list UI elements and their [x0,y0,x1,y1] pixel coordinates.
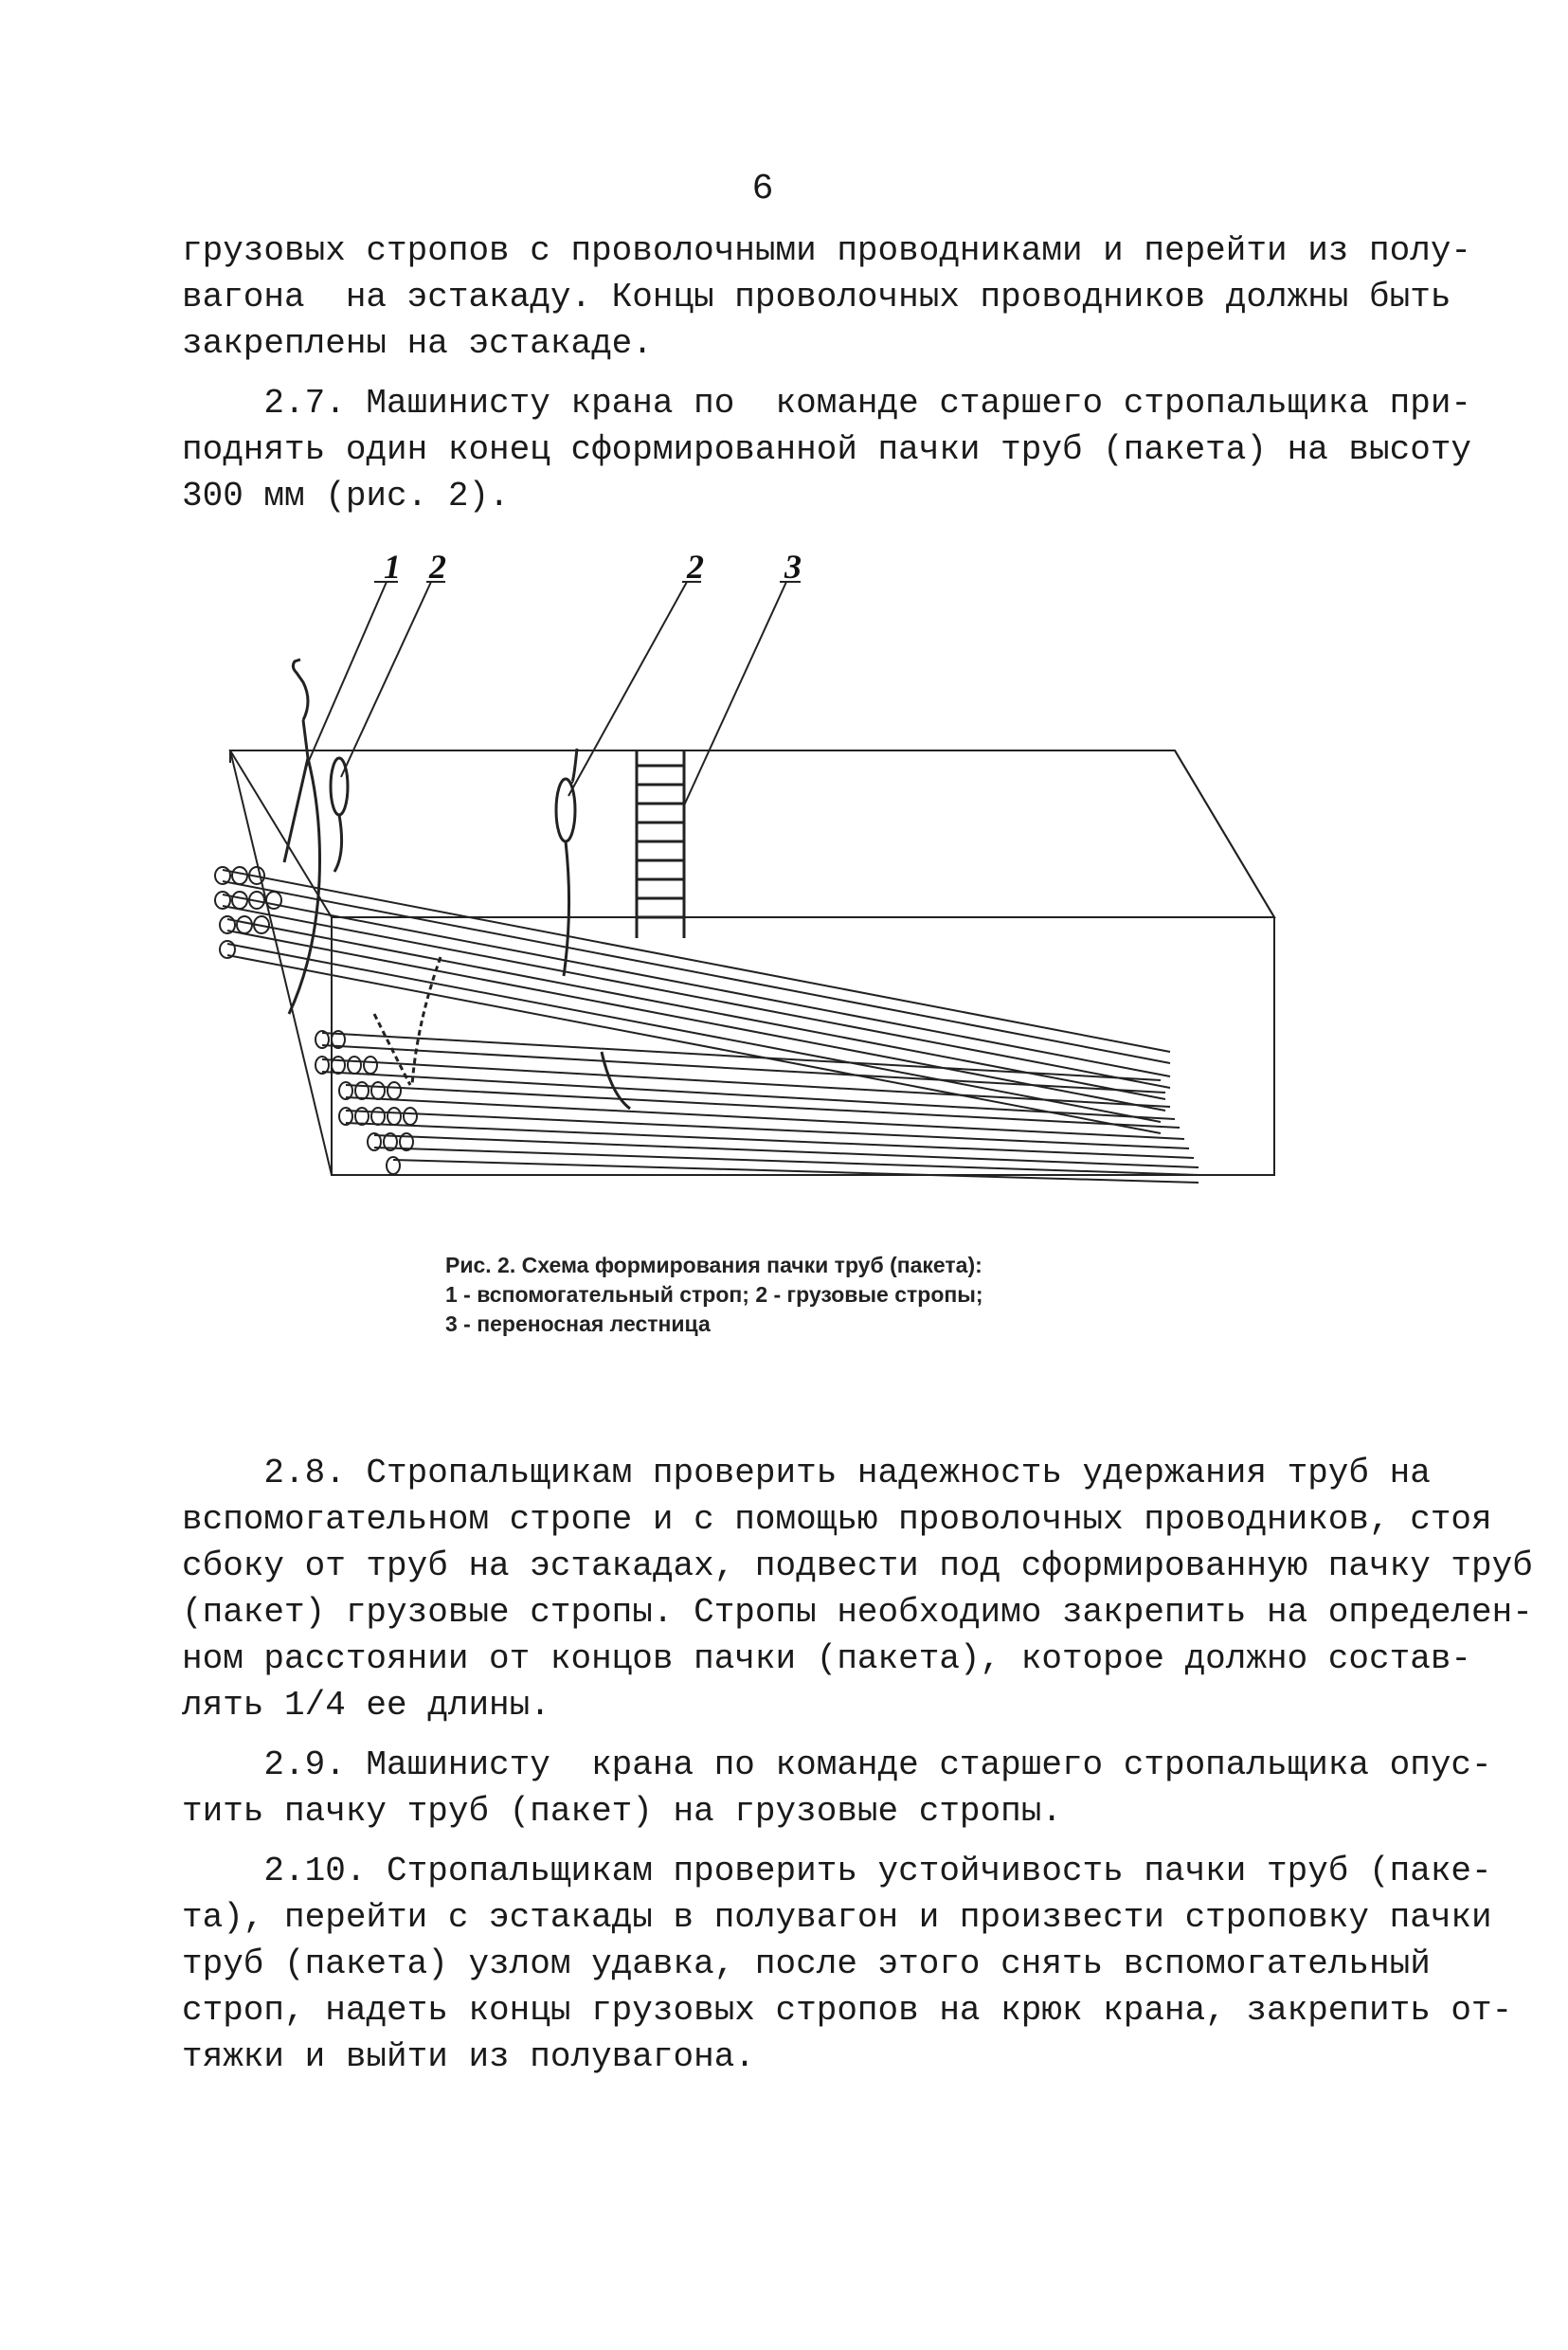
text-line: 2.9. Машинисту крана по команде старшего стропальщика опус- [182,1745,1492,1784]
page-number: 6 [751,169,774,209]
text-line: та), перейти с эстакады в полувагон и произвести строповку пачки [182,1898,1492,1937]
cargo-sling-left [331,758,441,1085]
raised-pipe-bundle [223,870,1170,1133]
text-line: труб (пакета) узлом удавка, после этого снять вспомогательный [182,1944,1431,1983]
text-line: ном расстоянии от концов пачки (пакета), которое должно состав- [182,1639,1472,1678]
figure-label-2: 2 [429,548,446,586]
bottom-text-block [182,1450,1533,2080]
caption-line: Рис. 2. Схема формирования пачки труб (пакета): [445,1253,982,1277]
gondola-car-outline [230,750,1274,1175]
figure-label-2: 2 [687,548,704,586]
text-line: 2.7. Машинисту крана по команде старшего стропальщика при- [182,384,1472,423]
figure-label-1: 1 [384,548,401,586]
text-line: 2.10. Стропальщикам проверить устойчивость пачки труб (паке- [182,1852,1492,1890]
text-line: закреплены на эстакаде. [182,324,653,363]
text-line: вагона на эстакаду. Концы проволочных проводников должны быть [182,278,1451,316]
figure-label-3: 3 [784,548,802,586]
pipe-bundle-figure [213,548,1298,1232]
caption-line: 1 - вспомогательный строп; 2 - грузовые стропы; [445,1282,983,1307]
leader-lines [305,582,801,805]
text-line: тить пачку труб (пакет) на грузовые стропы. [182,1792,1062,1831]
text-line: 300 мм (рис. 2). [182,477,510,515]
text-line: поднять один конец сформированной пачки труб (пакета) на высоту [182,430,1472,469]
text-line: строп, надеть концы грузовых стропов на крюк крана, закрепить от- [182,1991,1513,2030]
lower-pipes [322,1033,1199,1183]
text-line: 2.8. Стропальщикам проверить надежность удержания труб на [182,1454,1431,1492]
text-line: грузовых стропов с проволочными проводниками и перейти из полу- [182,231,1472,270]
cargo-sling-right [556,749,630,1109]
caption-line: 3 - переносная лестница [445,1311,711,1336]
top-text-block [182,227,1472,519]
text-line: вспомогательном стропе и с помощью проволочных проводников, стоя [182,1500,1492,1539]
text-line: лять 1/4 ее длины. [182,1686,550,1725]
figure-caption [445,1251,1298,1339]
portable-ladder [637,750,684,938]
text-line: тяжки и выйти из полувагона. [182,2037,755,2076]
text-line: (пакет) грузовые стропы. Стропы необходимо закрепить на определен- [182,1593,1533,1632]
text-line: сбоку от труб на эстакадах, подвести под сформированную пачку труб [182,1546,1533,1585]
raised-pipe-ends [215,867,281,958]
